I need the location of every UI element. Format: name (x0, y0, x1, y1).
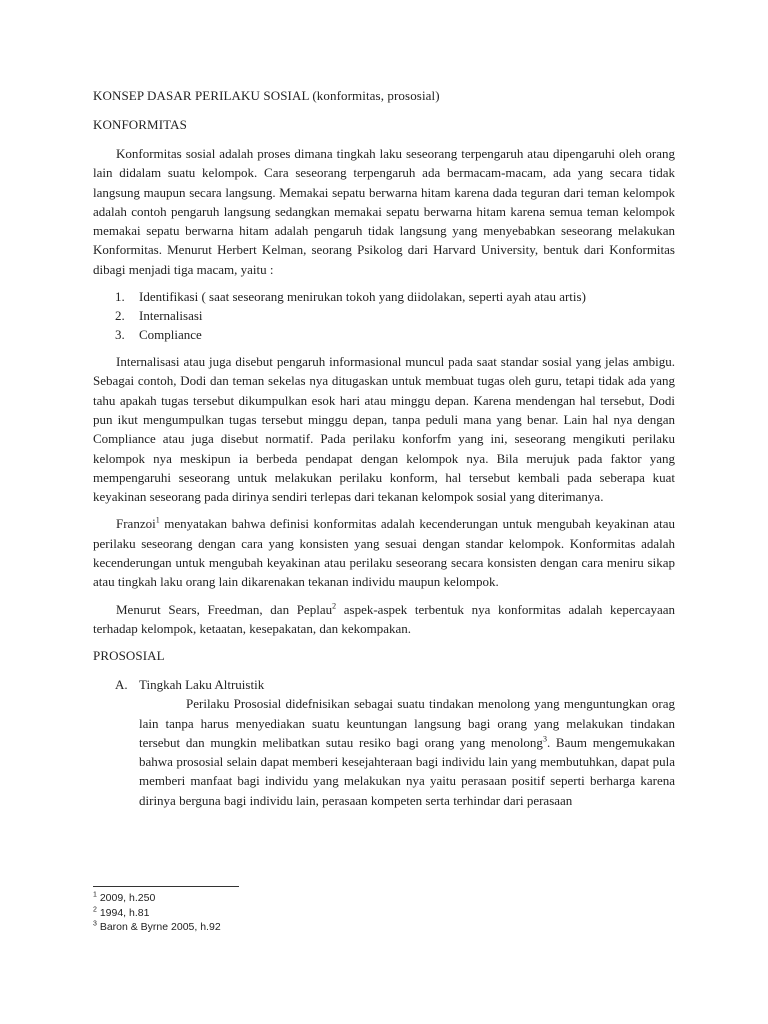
list-item-text: Identifikasi ( saat seseorang menirukan tokoh yang diidolakan, seperti ayah atau artis) (139, 289, 586, 305)
paragraph-text: Menurut Sears, Freedman, dan Peplau (116, 601, 333, 617)
list-item (93, 287, 675, 306)
footnote-number: 2 (93, 906, 97, 913)
list-item (93, 325, 675, 344)
subsection-letter: A. (115, 677, 128, 693)
footnote-text: 2009, h.250 (96, 892, 156, 904)
section-heading-konformitas: KONFORMITAS (93, 117, 187, 132)
footnote-text: 1994, h.81 (96, 906, 150, 919)
footnote-item (93, 891, 675, 906)
list-item-number: 1. (115, 289, 125, 305)
footnote-ref[interactable]: 2 (332, 601, 337, 611)
footnote-separator (93, 886, 239, 887)
paragraph-sears (93, 600, 675, 639)
list-item (93, 306, 675, 325)
paragraph-text: Perilaku Prososial didefnisikan sebagai suatu tindakan menolong yang menguntungkan orag lain tanpa harus menyediakan suatu keuntungan langsung bagi orang yang melakukan tindakan tersebut dan mungkin melibatkan sutau resiko bagi orang yang menolong (139, 696, 675, 750)
konformitas-types-list (93, 287, 675, 344)
paragraph-text: menyatakan bahwa definisi konformitas adalah kecenderungan untuk mengubah keyakinan atau perilaku seseorang dengan cara yang konsisten yang sesuai dengan standar kelompok. Konformitas adalah kecenderungan untuk mengubah keyakinan atau perilaku seseorang secara konsisten dengan cara meniru sikap atau tingkah laku orang lain dikarenakan tekanan individu maupun kelompok. (93, 516, 675, 590)
footnote-number: 3 (93, 920, 97, 928)
paragraph-franzoi (93, 514, 675, 591)
paragraph-konformitas-intro: Konformitas sosial adalah proses dimana tingkah laku seseorang terpengaruh atau dipengaruhi oleh orang lain didalam suatu kelompok. Cara seseorang terpengaruh ada bermacam-macam, ada yang secara tidak langsung maupun secara langsung. Memakai sepatu berwarna hitam karena dada teguran dari teman kelompok adalah contoh pengaruh langsung sedangkan memakai sepatu berwarna hitam karena semua teman kelompok memakai sepatu berwarna hitam adalah pengaruh tidak langsung yang menyebabkan seseorang melakukan Konformitas. Menurut Herbert Kelman, seorang Psikolog dari Harvard University, bentuk dari Konformitas dibagi menjadi tiga macam, yaitu : (93, 146, 675, 277)
subsection-title: Tingkah Laku Altruistik (139, 677, 265, 693)
footnote-ref[interactable]: 3 (542, 734, 547, 744)
footnotes (93, 886, 675, 935)
paragraph-prososial (139, 694, 675, 810)
footnote-item (93, 920, 675, 935)
section-heading-prososial: PROSOSIAL (93, 648, 165, 664)
list-item-number: 3. (115, 327, 125, 343)
paragraph-internalisasi: Internalisasi atau juga disebut pengaruh informasional muncul pada saat standar sosial yang jelas ambigu. Sebagai contoh, Dodi dan teman sekelas nya ditugaskan untuk membuat tugas oleh guru, tetapi tidak ada yang tahu apakah tugas tersebut dikumpulkan esok hari atau minggu depan. Karena mendengan hal tersebut, Dodi pun ikut mengumpulkan tugas tersebut minggu depan, tanpa peduli mana yang benar. Lain hal nya dengan Compliance atau juga disebut normatif. Pada perilaku konforfm yang ini, seseorang mengikuti perilaku kelompok nya meskipun ia berbeda pendapat dengan kelompok nya. Bila merujuk pada faktor yang mempengaruhi seseorang untuk melakukan perilaku konform, hal tersebut kembali pada seberapa kuat keyakinan seseorang pada dirinya sendiri terlepas dari tekanan kelompok sosial yang diterimanya. (93, 354, 675, 505)
list-item-text: Internalisasi (139, 308, 203, 324)
list-item-text: Compliance (139, 327, 202, 343)
paragraph-text: . Baum mengemukakan bahwa prososial selain dapat memberi kesejahteraan bagi individu lain yang membutuhkan, dapat pula memberi manfaat bagi individu yang melakukan nya yaitu perasaan positif seperti berharga karena dirinya berguna bagi individu lain, perasaan kompeten serta terhindar dari perasaan (139, 734, 676, 808)
list-item-number: 2. (115, 308, 125, 324)
footnote-ref[interactable]: 1 (155, 516, 160, 526)
subsection-heading-altruistik (93, 675, 675, 694)
paragraph-text: Franzoi (116, 516, 156, 532)
paragraph-text: aspek-aspek terbentuk nya konformitas adalah kepercayaan terhadap kelompok, ketaatan, kesepakatan, dan kekompakan. (93, 601, 675, 636)
document-body (93, 86, 675, 810)
footnote-text: Baron & Byrne 2005, h.92 (96, 921, 221, 933)
footnote-item (93, 906, 675, 921)
footnote-number: 1 (93, 891, 97, 899)
document-title: KONSEP DASAR PERILAKU SOSIAL (konformitas, prososial) (93, 88, 440, 103)
